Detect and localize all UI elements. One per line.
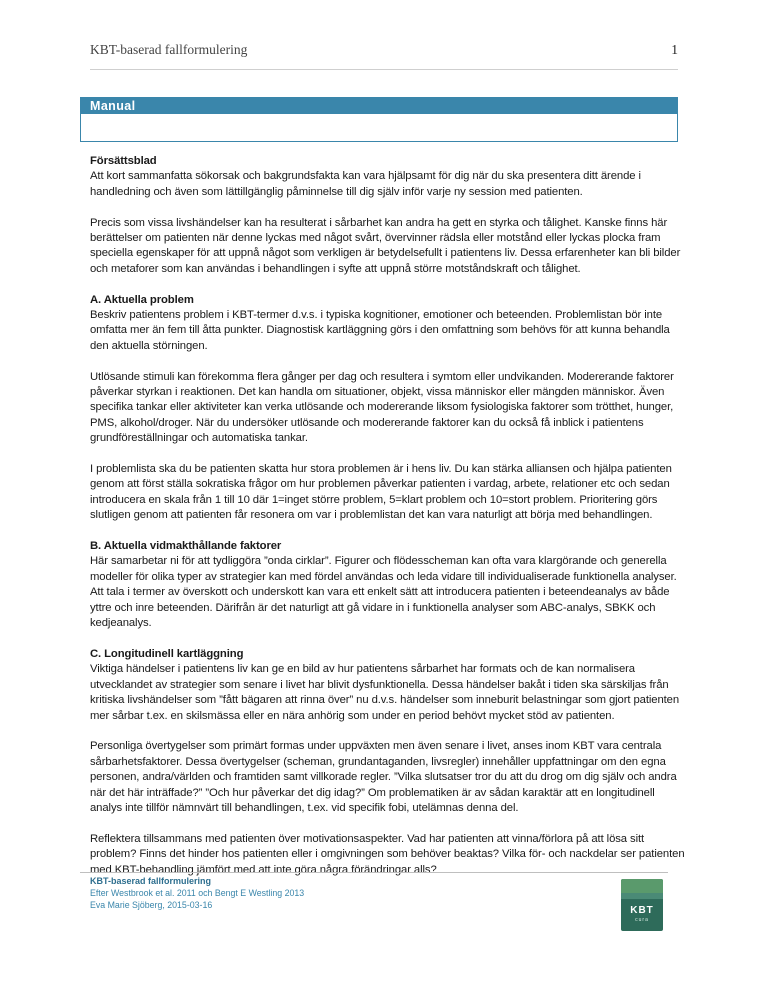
section-heading: B. Aktuella vidmakthållande faktorer xyxy=(90,540,282,553)
paragraph: Här samarbetar ni för att tydliggöra ”onda cirklar”. Figurer och flödesscheman kan ofta vara klargörande och generella modeller för olika typer av strategier kan med fördel användas och leda vidare till individualiserade funktionella analyser. Att tala i termer av överskott och underskott kan vara ett enkelt sätt att introducera patienten i beteendeanalys av både yttre och inre beteenden. Därifrån är det naturligt att gå vidare in i funktionella analyser som ABC-analys, SBKK och kedjeanalys. xyxy=(90,555,677,630)
section-heading: Försättsblad xyxy=(90,155,157,167)
logo-band-secondary xyxy=(621,893,663,899)
paragraph: Att kort sammanfatta sökorsak och bakgrundsfakta kan vara hjälpsamt för dig när du ska presentera ditt ärende i handledning och även som lättillgänglig påminnelse till dig själv inför varje ny session med patienten. xyxy=(90,170,641,198)
paragraph: I problemlista ska du be patienten skatta hur stora problemen är i hens liv. Du kan stärka alliansen och hjälpa patienten genom att först ställa sokratiska frågor om hur problemen påverkar patienten i vardag, arbete, relationer etc och sedan introducera en skala från 1 till 10 där 1=inget större problem, 5=klart problem och 10=stort problem. Prioritering görs slutligen genom att patienten får resonera om var i problemlistan det kan vara naturligt att börja med behandlingen. xyxy=(90,463,672,522)
section-heading: C. Longitudinell kartläggning xyxy=(90,647,244,660)
paragraph: Personliga övertygelser som primärt formas under uppväxten men även senare i livet, anses inom KBT vara centrala sårbarhetsfaktorer. Dessa övertygelser (scheman, grundantaganden, livsregler) innehåller uppfattningar om den egna personen, andra/världen och framtiden samt villkorade regler. ”Vilka slutsatser tror du att du drog om dig själv och andra när det här inträffade?” ”Och hur påverkar det dig idag?” Om problematiken är av sådan karaktär att en longitudinell analys inte tillför nämnvärt till behandlingen, t.ex. vid specifik fobi, utelämnas denna del. xyxy=(90,740,677,814)
footer-author: Eva Marie Sjöberg, 2015-03-16 xyxy=(90,900,213,910)
paragraph: Precis som vissa livshändelser kan ha resulterat i sårbarhet kan andra ha gett en styrka och tålighet. Kanske finns här berättelser om patienten när denne lyckas med något svårt, övervinner rädsla eller motstånd eller lyckas plocka fram speciella egenskaper för att uppnå något som verkligen är betydelsefullt i patientens liv. Dessa erfarenheter kan bli bilder och metaforer som kan användas i behandlingen i syfte att uppnå större motståndskraft och tålighet. xyxy=(90,216,681,275)
document-title: KBT-baserad fallformulering xyxy=(90,42,248,57)
footer-title: KBT-baserad fallformulering xyxy=(90,876,212,886)
section-b xyxy=(90,539,688,631)
paragraph: Utlösande stimuli kan förekomma flera gånger per dag och resultera i symtom eller undvikanden. Modererande faktorer påverkar styrkan i reaktionen. Det kan handla om situationer, objekt, vissa människor eller mängden människor. Även specifika tankar eller aktiviteter kan verka utlösande och modererande liksom fysiologiska faktorer som trötthet, hunger, PMS, alkohol/droger. När du undersöker utlösande och modererande faktorer kan du också få inblick i patientens grundföreställningar och automatiska tankar. xyxy=(90,370,674,445)
page-header xyxy=(90,40,678,70)
section-heading: A. Aktuella problem xyxy=(90,293,194,306)
kbt-logo xyxy=(621,879,663,931)
section-forsattsblad xyxy=(90,154,688,200)
section-c xyxy=(90,647,688,724)
footer-citation: Efter Westbrook et al. 2011 och Bengt E Westling 2013 xyxy=(90,888,305,898)
document-body xyxy=(90,154,688,893)
manual-title: Manual xyxy=(81,98,677,114)
section-a xyxy=(90,293,688,355)
manual-box xyxy=(80,97,678,142)
logo-subtext: cura xyxy=(635,917,649,923)
paragraph: Reflektera tillsammans med patienten över motivationsaspekter. Vad har patienten att vinna/förlora på att lösa sitt problem? Finns det hinder hos patienten eller i omgivningen som behöver beaktas? Vilka för- och nackdelar ser patienten med KBT-behandling jämfört med att inte göra några förändringar alls? xyxy=(90,832,685,876)
logo-text: KBT xyxy=(630,905,654,916)
paragraph: Viktiga händelser i patientens liv kan ge en bild av hur patientens sårbarhet har formats och de kan normalisera utvecklandet av strategier som senare i livet har blivit dysfunktionella. Dessa händelser bakåt i tiden ska särskiljas från kritiska livshändelser som ”fått bägaren att rinna över” nu d.v.s. händelser som inneburit belastningar som gjort patienten mer sårbar t.ex. en skilsmässa eller en nära anhörig som under en period behövt mycket stöd av patienten. xyxy=(90,663,680,722)
page-number: 1 xyxy=(671,42,678,57)
page-footer xyxy=(80,872,668,910)
paragraph: Beskriv patientens problem i KBT-termer d.v.s. i typiska kognitioner, emotioner och beteenden. Problemlistan bör inte omfatta mer än fem till åtta punkter. Diagnostisk kartläggning görs i den omfattning som behövs för att kunna behandla den aktuella störningen. xyxy=(90,309,670,352)
logo-band xyxy=(621,879,663,893)
